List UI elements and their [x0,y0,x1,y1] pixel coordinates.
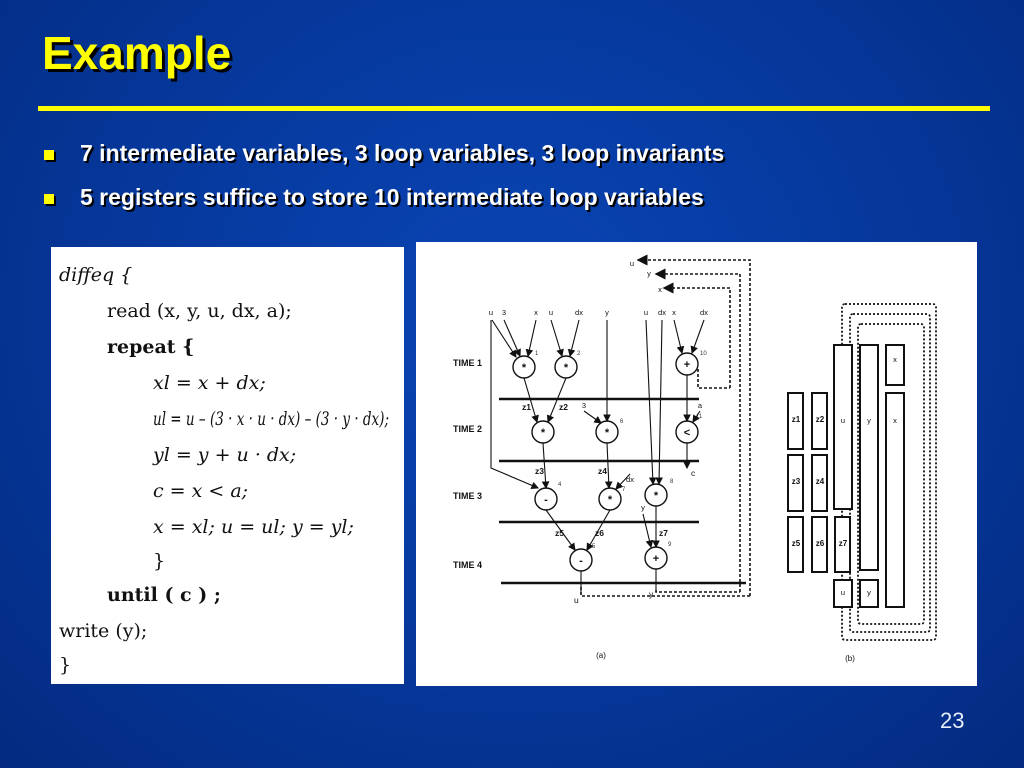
code-line: diffeq { [59,264,133,286]
input-label: dx [575,308,583,317]
output-label: x [658,285,662,294]
op-number: 11 [696,414,703,420]
input-label: x [534,308,538,317]
op-number: 10 [700,351,707,357]
op-symbol: * [653,490,659,502]
input-label: 3 [501,308,507,317]
code-line: } [153,550,166,572]
dfg-diagram [453,259,750,660]
input-label: dx [658,308,666,317]
diagram-caption: (b) [845,654,855,663]
slide-title: Example [42,27,232,79]
register-label: x [893,355,897,364]
diagram-caption: (a) [596,651,606,660]
code-line: read (x, y, u, dx, a); [107,300,292,322]
op-symbol: + [683,359,691,371]
edge-label: z2 [559,402,568,412]
input-label: x [672,308,676,317]
code-line: ul = u – (3 · x · u · dx) – (3 · y · dx); [153,408,389,430]
op-symbol: < [683,427,691,439]
op-symbol: - [544,494,548,506]
bullet-square-icon [44,194,54,204]
code-line: yl = y + u · dx; [153,444,297,466]
register-label: z1 [791,415,801,424]
input-label: dx [700,308,708,317]
op-number: 7 [622,487,626,493]
register-label: z3 [791,477,801,486]
op-symbol: - [579,555,583,567]
register-bar [860,345,878,570]
input-label: y [605,308,609,317]
time-label: TIME 4 [453,560,483,570]
code-line: write (y); [59,620,148,642]
code-line: c = x < a; [153,480,249,502]
register-label: z2 [815,415,825,424]
constant-label: y [641,503,645,512]
edge-label: z3 [535,466,544,476]
edge-label: y [649,589,654,599]
edge-label: c [691,468,696,478]
op-number: 2 [577,351,581,357]
code-svg [51,247,404,684]
time-label: TIME 1 [453,358,483,368]
output-label: u [629,259,635,268]
code-line: } [59,654,72,676]
output-label: y [647,269,651,278]
bullet-item [44,140,724,184]
time-label: TIME 3 [453,491,483,501]
register-label: u [840,416,846,425]
edge-label: z4 [598,466,607,476]
constant-label: dx [626,475,634,484]
op-symbol: * [521,362,527,374]
constant-label: a [697,401,703,410]
op-number: 8 [670,479,674,485]
edge-label: z1 [522,402,531,412]
input-label: u [548,308,554,317]
time-label: TIME 2 [453,424,483,434]
input-label: u [643,308,649,317]
register-label: u [840,588,846,597]
bullet-list [44,140,724,228]
diagram-panel [416,242,977,686]
edge-label: z6 [595,528,604,538]
op-symbol: + [652,553,660,565]
op-symbol: * [540,427,546,439]
diagram-svg [416,242,977,686]
edge-label: u [574,595,579,605]
register-diagram [788,304,936,663]
edge-label: z5 [555,528,564,538]
bullet-square-icon [44,150,54,160]
page-number: 23 [940,708,965,733]
register-label: y [867,588,871,597]
op-number: 5 [592,544,596,550]
op-symbol: * [563,362,569,374]
code-line: repeat { [107,336,195,358]
register-label: z4 [815,477,825,486]
register-bar [834,345,852,509]
title-underline [38,106,990,111]
register-bar [886,393,904,607]
bullet-text: 7 intermediate variables, 3 loop variables, 3 loop invariants [80,140,725,166]
code-line: xl = x + dx; [153,372,266,394]
register-label: z7 [838,539,848,548]
register-label: y [867,416,871,425]
op-number: 1 [535,351,539,357]
op-number: 6 [620,419,624,425]
bullet-text: 5 registers suffice to store 10 intermediate loop variables [80,184,704,210]
register-label: z6 [815,539,825,548]
op-symbol: * [607,494,613,506]
code-panel [51,247,404,684]
code-line: x = xl; u = ul; y = yl; [153,516,354,538]
constant-label: 3 [581,401,587,410]
op-number: 4 [558,482,562,488]
op-symbol: * [604,427,610,439]
register-label: x [893,416,897,425]
bullet-item [44,184,724,228]
register-bar [886,345,904,385]
register-label: z5 [791,539,801,548]
edge-label: z7 [659,528,668,538]
input-label: u [488,308,494,317]
op-number: 9 [668,542,672,548]
code-line: until ( c ) ; [107,584,221,606]
